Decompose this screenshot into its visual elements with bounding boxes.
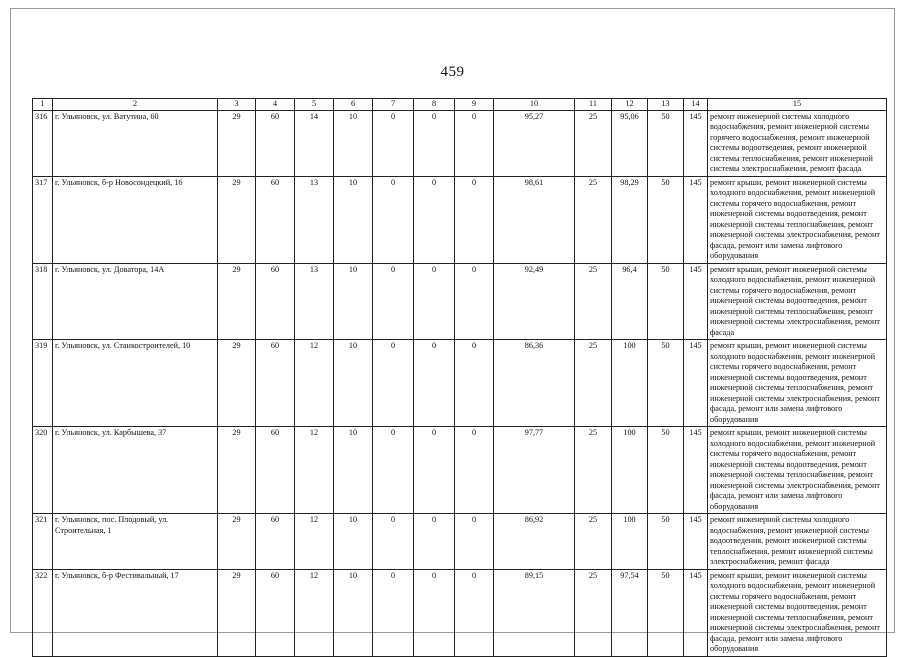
value-cell: 86,36 xyxy=(494,340,575,427)
col-header: 11 xyxy=(575,99,612,111)
value-cell: 14 xyxy=(295,110,334,176)
col-header: 7 xyxy=(373,99,414,111)
value-cell: 0 xyxy=(455,176,494,263)
row-number: 320 xyxy=(33,427,53,514)
works-cell: ремонт крыши, ремонт инженерной системы холодного водоснабжения, ремонт инженерной системы горячего водоснабжения, ремонт инженерной системы водоотведения, ремонт инженерной системы теплоснабжения, ремонт инженерной системы электроснабжения, ремонт фасада, ремонт или замена лифтового оборудования xyxy=(708,569,887,656)
value-cell: 145 xyxy=(684,110,708,176)
value-cell: 86,92 xyxy=(494,514,575,570)
value-cell: 50 xyxy=(648,263,684,340)
table-row xyxy=(33,514,887,570)
value-cell: 12 xyxy=(295,514,334,570)
value-cell: 12 xyxy=(295,340,334,427)
value-cell: 29 xyxy=(218,263,256,340)
row-number: 321 xyxy=(33,514,53,570)
value-cell: 145 xyxy=(684,514,708,570)
value-cell: 0 xyxy=(414,110,455,176)
value-cell: 0 xyxy=(414,263,455,340)
value-cell: 50 xyxy=(648,110,684,176)
value-cell: 0 xyxy=(373,569,414,656)
row-number: 322 xyxy=(33,569,53,656)
value-cell: 29 xyxy=(218,514,256,570)
works-cell: ремонт крыши, ремонт инженерной системы холодного водоснабжения, ремонт инженерной системы горячего водоснабжения, ремонт инженерной системы водоотведения, ремонт инженерной системы теплоснабжения, ремонт инженерной системы электроснабжения, ремонт фасада xyxy=(708,263,887,340)
value-cell: 50 xyxy=(648,427,684,514)
col-header: 13 xyxy=(648,99,684,111)
value-cell: 29 xyxy=(218,176,256,263)
value-cell: 29 xyxy=(218,427,256,514)
value-cell: 0 xyxy=(414,569,455,656)
value-cell: 145 xyxy=(684,263,708,340)
value-cell: 0 xyxy=(455,569,494,656)
value-cell: 12 xyxy=(295,569,334,656)
header-row xyxy=(33,99,887,111)
table-row xyxy=(33,569,887,656)
value-cell: 13 xyxy=(295,263,334,340)
data-table xyxy=(32,98,887,657)
value-cell: 60 xyxy=(256,569,295,656)
works-cell: ремонт инженерной системы холодного водоснабжения, ремонт инженерной системы водоотведения, ремонт инженерной системы теплоснабжения, ремонт инженерной системы электроснабжения, ремонт фасада xyxy=(708,514,887,570)
works-cell: ремонт крыши, ремонт инженерной системы холодного водоснабжения, ремонт инженерной системы горячего водоснабжения, ремонт инженерной системы водоотведения, ремонт инженерной системы теплоснабжения, ремонт инженерной системы электроснабжения, ремонт фасада, ремонт или замена лифтового оборудования xyxy=(708,176,887,263)
value-cell: 0 xyxy=(455,110,494,176)
works-cell: ремонт инженерной системы холодного водоснабжения, ремонт инженерной системы горячего водоснабжения, ремонт инженерной системы водоотведения, ремонт инженерной системы теплоснабжения, ремонт инженерной системы электроснабжения, ремонт фасада xyxy=(708,110,887,176)
value-cell: 50 xyxy=(648,569,684,656)
col-header: 6 xyxy=(334,99,373,111)
value-cell: 29 xyxy=(218,110,256,176)
value-cell: 145 xyxy=(684,340,708,427)
value-cell: 0 xyxy=(373,340,414,427)
value-cell: 0 xyxy=(414,340,455,427)
col-header: 10 xyxy=(494,99,575,111)
value-cell: 10 xyxy=(334,340,373,427)
value-cell: 25 xyxy=(575,176,612,263)
table-row xyxy=(33,176,887,263)
works-cell: ремонт крыши, ремонт инженерной системы холодного водоснабжения, ремонт инженерной системы горячего водоснабжения, ремонт инженерной системы водоотведения, ремонт инженерной системы теплоснабжения, ремонт инженерной системы электроснабжения, ремонт фасада, ремонт или замена лифтового оборудования xyxy=(708,427,887,514)
value-cell: 98,29 xyxy=(612,176,648,263)
value-cell: 25 xyxy=(575,340,612,427)
value-cell: 98,61 xyxy=(494,176,575,263)
value-cell: 96,4 xyxy=(612,263,648,340)
value-cell: 89,15 xyxy=(494,569,575,656)
address-cell: г. Ульяновск, пос. Плодовый, ул. Строительная, 1 xyxy=(53,514,218,570)
value-cell: 60 xyxy=(256,340,295,427)
col-header: 15 xyxy=(708,99,887,111)
row-number: 318 xyxy=(33,263,53,340)
col-header: 8 xyxy=(414,99,455,111)
col-header: 14 xyxy=(684,99,708,111)
value-cell: 50 xyxy=(648,176,684,263)
value-cell: 100 xyxy=(612,427,648,514)
col-header: 9 xyxy=(455,99,494,111)
value-cell: 60 xyxy=(256,427,295,514)
table-row xyxy=(33,427,887,514)
value-cell: 60 xyxy=(256,263,295,340)
table-row xyxy=(33,340,887,427)
value-cell: 0 xyxy=(414,427,455,514)
address-cell: г. Ульяновск, ул. Карбышева, 37 xyxy=(53,427,218,514)
value-cell: 29 xyxy=(218,569,256,656)
value-cell: 60 xyxy=(256,176,295,263)
value-cell: 0 xyxy=(455,263,494,340)
col-header: 4 xyxy=(256,99,295,111)
address-cell: г. Ульяновск, ул. Доватора, 14А xyxy=(53,263,218,340)
value-cell: 50 xyxy=(648,514,684,570)
value-cell: 29 xyxy=(218,340,256,427)
value-cell: 0 xyxy=(373,176,414,263)
page-number: 459 xyxy=(440,64,465,80)
value-cell: 60 xyxy=(256,514,295,570)
value-cell: 10 xyxy=(334,176,373,263)
value-cell: 97,77 xyxy=(494,427,575,514)
value-cell: 10 xyxy=(334,263,373,340)
value-cell: 13 xyxy=(295,176,334,263)
address-cell: г. Ульяновск, б-р Новосондецкий, 16 xyxy=(53,176,218,263)
value-cell: 92,49 xyxy=(494,263,575,340)
value-cell: 10 xyxy=(334,569,373,656)
value-cell: 145 xyxy=(684,176,708,263)
value-cell: 95,27 xyxy=(494,110,575,176)
row-number: 317 xyxy=(33,176,53,263)
works-cell: ремонт крыши, ремонт инженерной системы холодного водоснабжения, ремонт инженерной системы горячего водоснабжения, ремонт инженерной системы водоотведения, ремонт инженерной системы теплоснабжения, ремонт инженерной системы электроснабжения, ремонт фасада, ремонт или замена лифтового оборудования xyxy=(708,340,887,427)
value-cell: 145 xyxy=(684,427,708,514)
value-cell: 0 xyxy=(373,263,414,340)
value-cell: 0 xyxy=(414,176,455,263)
value-cell: 25 xyxy=(575,569,612,656)
value-cell: 97,54 xyxy=(612,569,648,656)
value-cell: 0 xyxy=(373,514,414,570)
row-number: 319 xyxy=(33,340,53,427)
table-row xyxy=(33,110,887,176)
value-cell: 0 xyxy=(455,340,494,427)
value-cell: 10 xyxy=(334,427,373,514)
value-cell: 10 xyxy=(334,110,373,176)
address-cell: г. Ульяновск, ул. Станкостроителей, 10 xyxy=(53,340,218,427)
value-cell: 95,06 xyxy=(612,110,648,176)
value-cell: 0 xyxy=(455,514,494,570)
value-cell: 10 xyxy=(334,514,373,570)
col-header: 12 xyxy=(612,99,648,111)
value-cell: 0 xyxy=(373,427,414,514)
value-cell: 100 xyxy=(612,340,648,427)
address-cell: г. Ульяновск, б-р Фестивальный, 17 xyxy=(53,569,218,656)
col-header: 5 xyxy=(295,99,334,111)
address-cell: г. Ульяновск, ул. Ватутина, 60 xyxy=(53,110,218,176)
col-header: 2 xyxy=(53,99,218,111)
value-cell: 50 xyxy=(648,340,684,427)
value-cell: 100 xyxy=(612,514,648,570)
value-cell: 25 xyxy=(575,427,612,514)
value-cell: 25 xyxy=(575,514,612,570)
value-cell: 25 xyxy=(575,263,612,340)
value-cell: 25 xyxy=(575,110,612,176)
value-cell: 0 xyxy=(455,427,494,514)
value-cell: 60 xyxy=(256,110,295,176)
table-row xyxy=(33,263,887,340)
value-cell: 0 xyxy=(373,110,414,176)
col-header: 1 xyxy=(33,99,53,111)
value-cell: 12 xyxy=(295,427,334,514)
value-cell: 145 xyxy=(684,569,708,656)
value-cell: 0 xyxy=(414,514,455,570)
col-header: 3 xyxy=(218,99,256,111)
row-number: 316 xyxy=(33,110,53,176)
